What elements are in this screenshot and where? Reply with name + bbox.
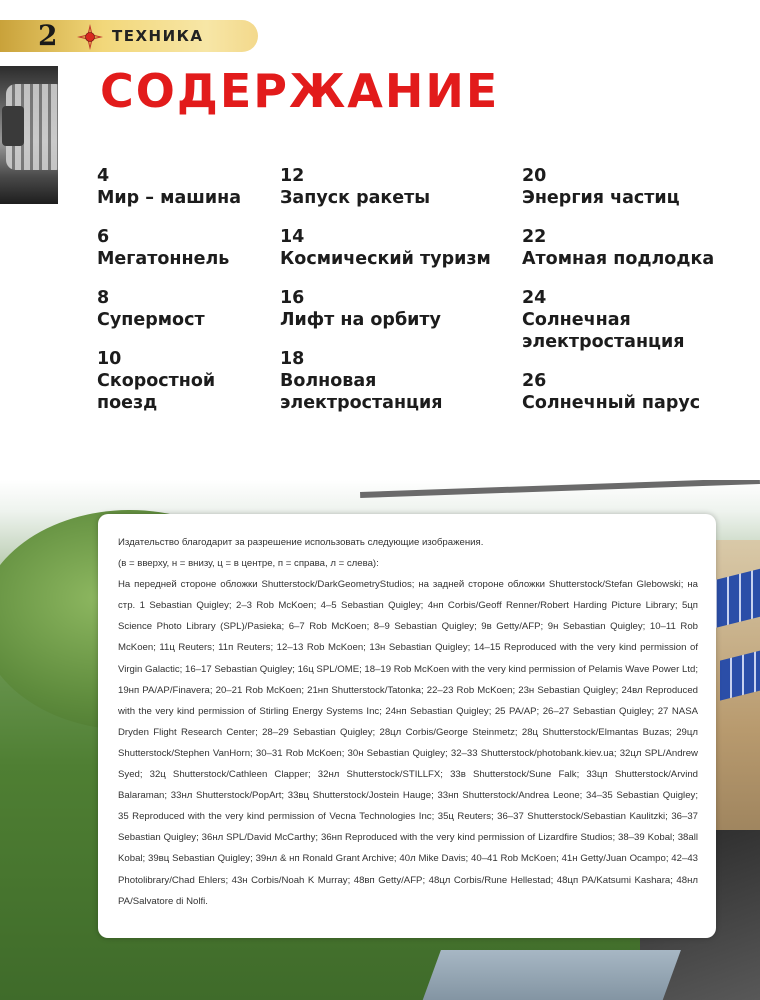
toc-title: Солнечная электростанция [522,310,685,352]
toc-title: Запуск ракеты [280,188,431,208]
toc-item[interactable] [522,226,752,270]
toc-item[interactable] [280,165,500,209]
toc-page-number: 16 [280,288,305,308]
toc-title: Энергия частиц [522,188,680,208]
toc-page-number: 6 [97,227,110,247]
toc-page-number: 8 [97,288,110,308]
toc-page-number: 18 [280,349,305,369]
toc-title: Волновая электростанция [280,371,443,413]
toc-title: Атомная подлодка [522,249,715,269]
toc-page-number: 26 [522,371,547,391]
machine-thumbnail [0,66,58,204]
toc-page-number: 22 [522,227,547,247]
credits-legend: (в = вверху, н = внизу, ц = в центре, п = справа, л = слева): [118,558,379,570]
credits-intro: Издательство благодарит за разрешение использовать следующие изображения. [118,537,484,548]
toc-page-number: 10 [97,349,122,369]
toc-item[interactable] [280,348,500,414]
toc-page-number: 24 [522,288,547,308]
compass-rose-icon [77,24,103,50]
section-label: ТЕХНИКА [112,27,204,45]
page-title: СОДЕРЖАНИЕ [100,64,500,118]
toc-column-3 [522,165,752,431]
toc-item[interactable] [280,226,500,270]
toc-page-number: 20 [522,166,547,186]
toc-item[interactable] [522,287,752,353]
toc-page-number: 14 [280,227,305,247]
toc-title: Космический туризм [280,249,491,269]
toc-title: Мегатоннель [97,249,230,269]
toc-page-number: 4 [97,166,110,186]
toc-item[interactable] [522,370,752,414]
toc-item[interactable] [280,287,500,331]
toc-title: Скоростной поезд [97,371,216,413]
toc-title: Лифт на орбиту [280,310,441,330]
toc-column-2 [280,165,500,431]
page-number: 2 [38,19,58,52]
toc-item[interactable] [522,165,752,209]
credits-body: На передней стороне обложки Shutterstock/DarkGeometryStudios; на задней стороне обложки Shutterstock/Stefan Glebowski; на стр. 1 Sebastian Quigley; 2–3 Rob McKoen; 4–5 Sebastian Quigley; 4нп Corbis/Geoff Renner/Robert Harding Picture Library; 5цп Science Photo Library (SPL)/Pasieka; 6–7 Rob McKoen; 8–9 Sebastian Quigley; 9в Getty/AFP; 9н Sebastian Quigley; 10–11 Rob McKoen; 11ц Reuters; 11п Reuters; 12–13 Rob McKoen; 13н Sebastian Quigley; 14–15 Reproduced with the very kind permission of Virgin Galactic; 16–17 Sebastian Quigley; 16ц SPL/OME; 18–19 Rob McKoen with the very kind permission of Pelamis Wave Power Ltd; 19нп PA/AP/Finavera; 20–21 Rob McKoen; 21нп Shutterstock/Tatonka; 22–23 Rob McKoen; 23н Sebastian Quigley; 24вл Reproduced with the very kind permission of Stirling Energy Systems Inc; 24нп Sebastian Quigley; 25 PA/AP; 26–27 Sebastian Quigley; 27 NASA Dryden Flight Research Center; 28–29 Sebastian Quigley; 28цл Corbis/George Steinmetz; 28ц Shutterstock/Elmantas Buzas; 29цл Shutterstock/Stephen VanHorn; 30–31 Rob McKoen; 30н Sebastian Quigley; 32–33 Shutterstock/photobank.kiev.ua; 32цл SPL/Andrew Syed; 32ц Shutterstock/Cathleen Clapper; 32нл Shutterstock/STILLFX; 33в Shutterstock/Sune Falk; 33цп Shutterstock/Arvind Balaraman; 33нл Shutterstock/PopArt; 33вц Shutterstock/Jostein Hauge; 33нп Shutterstock/Andrea Leone; 34–35 Sebastian Quigley; 35 Reproduced with the very kind permission of Vecna Technologies Inc; 35ц Reuters; 36–37 Shutterstock/Sebastian Kaulitzki; 36–37 Sebastian Quigley; 36нл SPL/David McCarthy; 36нп Reproduced with the very kind permission of Lizardfire Studios; 38–39 Kobal; 38all Kobal; 39вц Sebastian Quigley; 39нл & нп Ronald Grant Archive; 40л Mike Davis; 40–41 Rob McKoen; 41н Getty/Juan Ocampo; 42–43 Photolibrary/Chad Ehlers; 43н Corbis/Noah K Murray; 48вп Getty/AFP; 48цл Corbis/Rune Hellestad; 48цп PA/Katsumi Kashara; 48нл PA/Salvatore di Nolfi. [118,579,698,907]
toc-title: Солнечный парус [522,393,701,413]
image-credits-box [98,514,716,938]
toc-page-number: 12 [280,166,305,186]
toc-title: Супермост [97,310,205,330]
toc-title: Мир – машина [97,188,241,208]
